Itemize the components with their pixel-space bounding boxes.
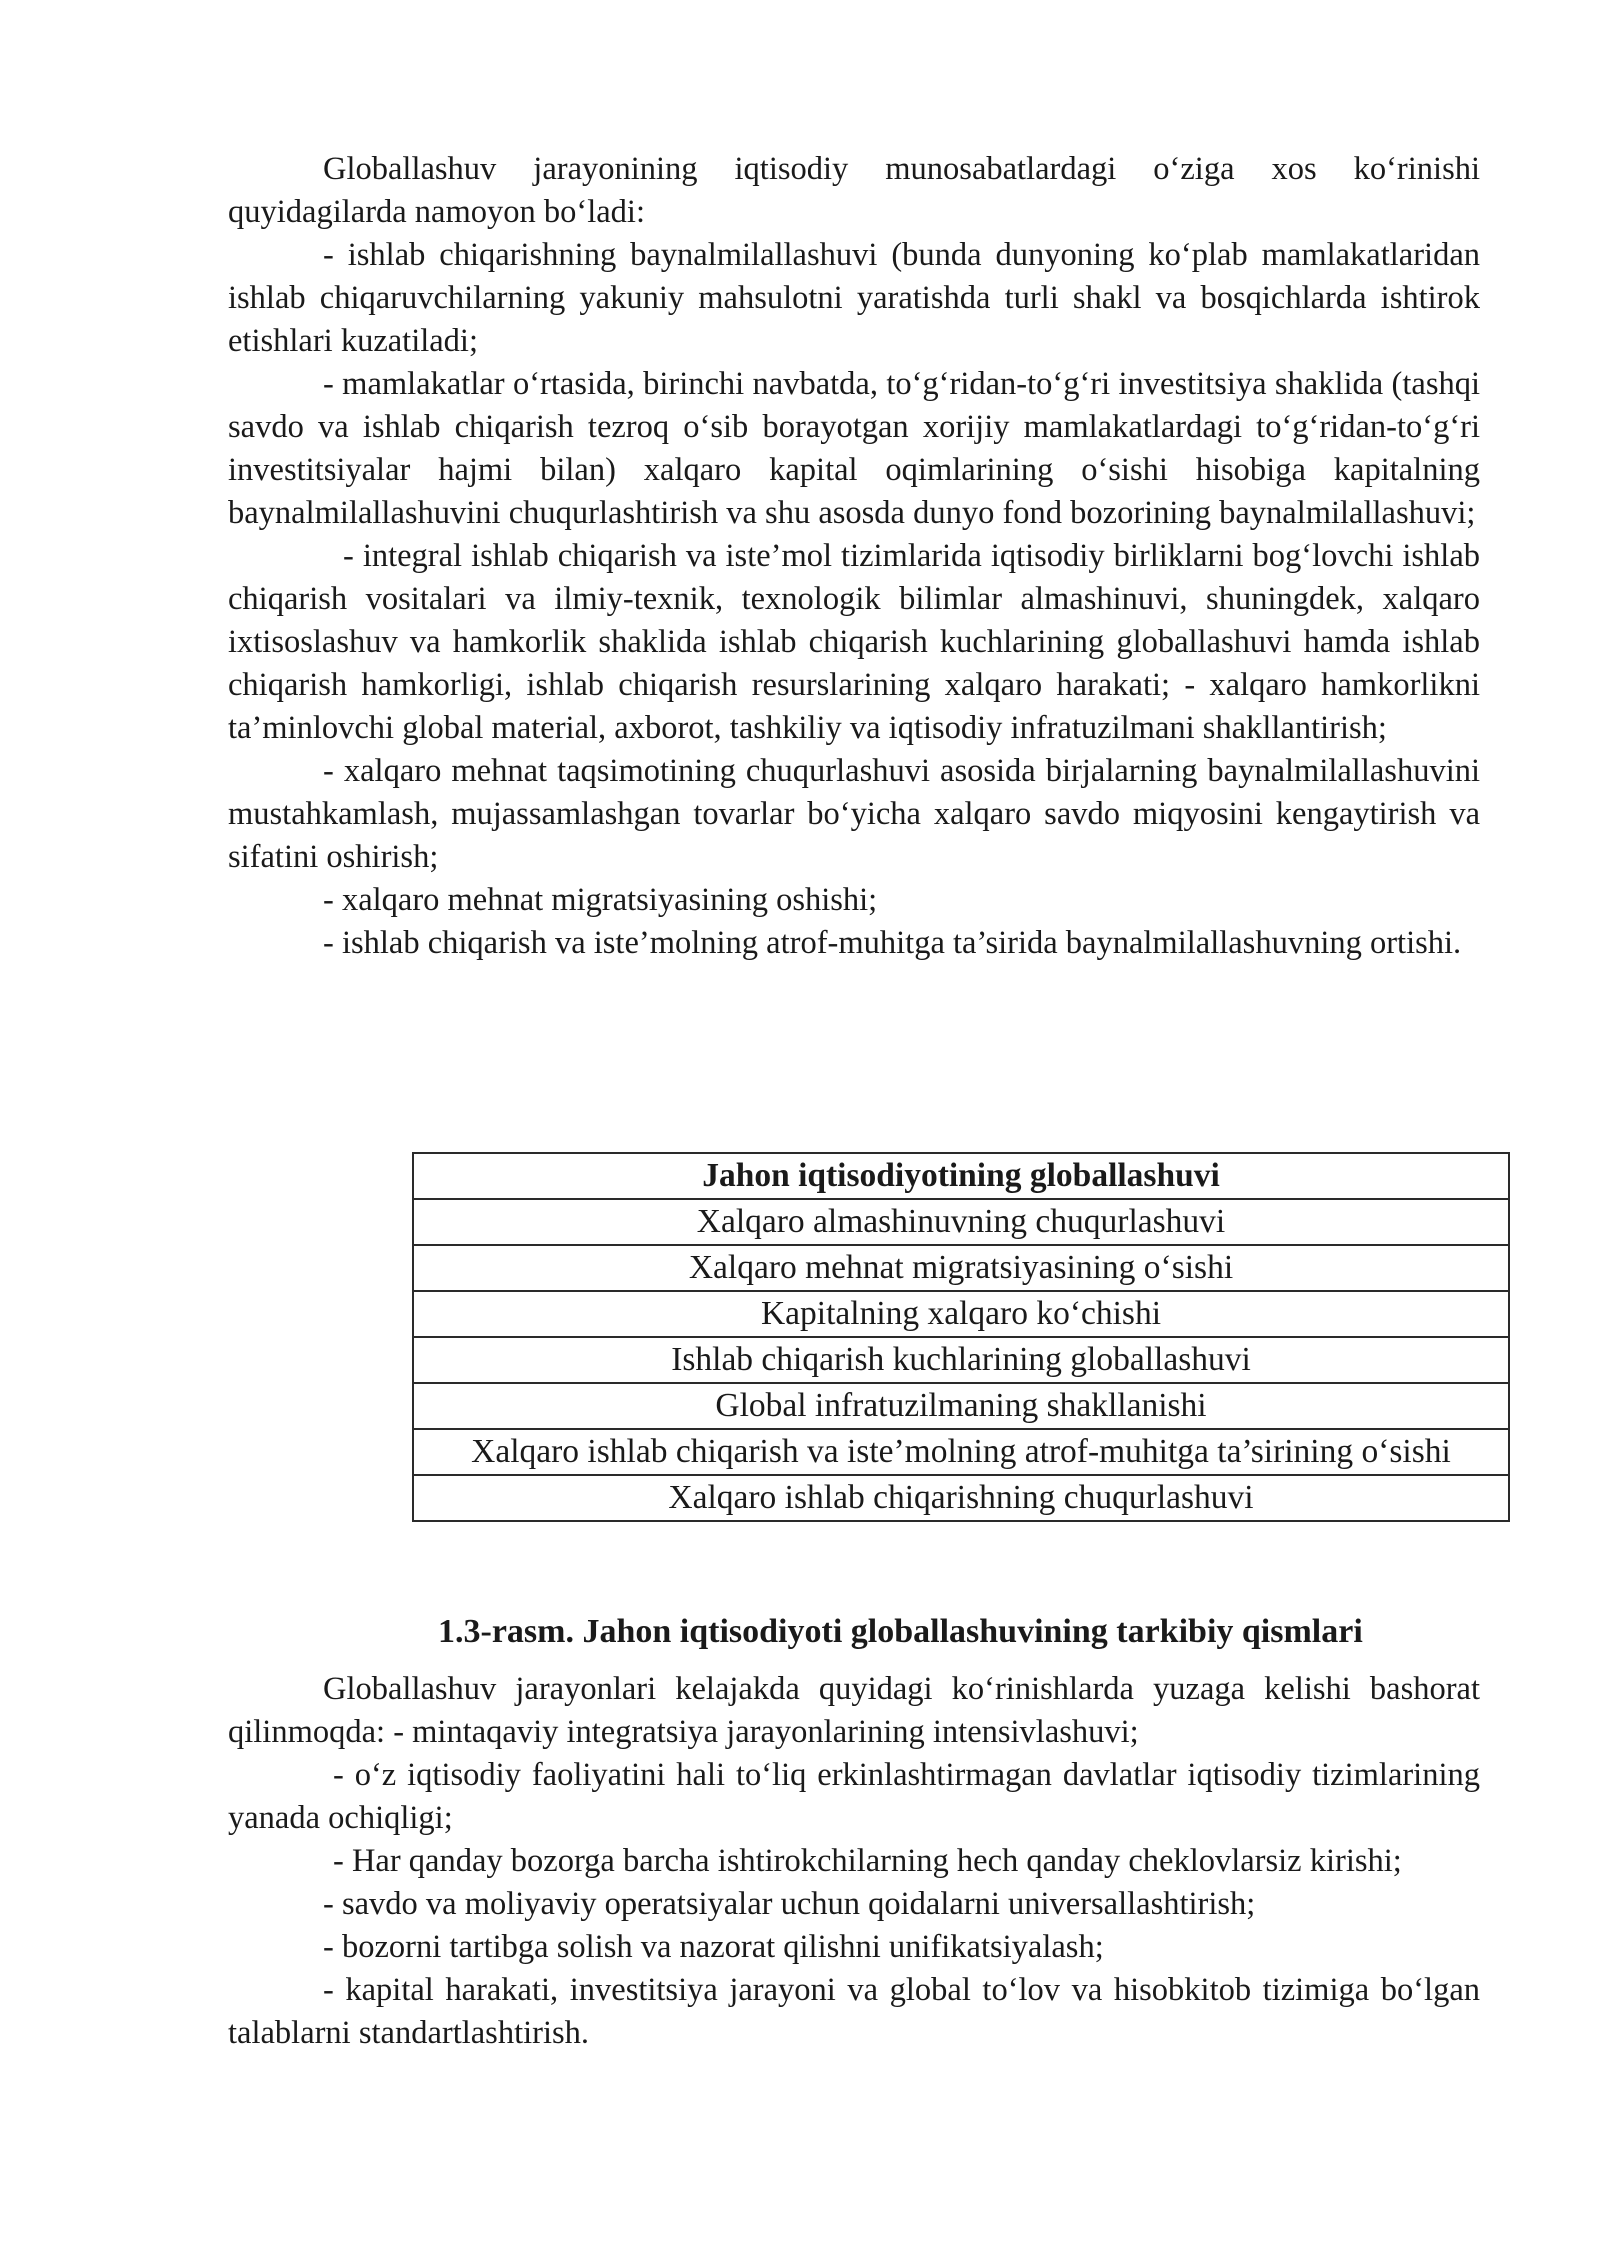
list-item-standardization: - kapital harakati, investitsiya jarayoni va global to‘lov va hisobkitob tizimiga bo‘lgan talablarni standartlashtirish. <box>228 1972 1480 2051</box>
list-item-capital-internationalization: - mamlakatlar o‘rtasida, birinchi navbatda, to‘g‘ridan-to‘g‘ri investitsiya shaklida (tashqi savdo va ishlab chiqarish tezroq o‘sib borayotgan xorijiy mamlakatlardagi to‘g‘ridan-to‘g‘ri investitsiyalar hajmi bilan) xalqaro kapital oqimlarining o‘sishi hisobiga kapitalning baynalmilallashuvini chuqurlashtirish va shu asosda dunyo fond bozorining baynalmilallashuvi; <box>228 366 1480 531</box>
list-item-labor-division: - xalqaro mehnat taqsimotining chuqurlashuvi asosida birjalarning baynalmilallashuvini mustahkamlash, mujassamlashgan tovarlar bo‘yicha xalqaro savdo miqyosini kengaytirish va sifatini oshirish; <box>228 753 1480 875</box>
diagram-row: Xalqaro mehnat migratsiyasining o‘sishi <box>413 1245 1509 1291</box>
diagram-row: Xalqaro ishlab chiqarish va iste’molning atrof-muhitga ta’sirining o‘sishi <box>413 1429 1509 1475</box>
diagram-row: Ishlab chiqarish kuchlarining globallashuvi <box>413 1337 1509 1383</box>
intro-paragraph: Globallashuv jarayonining iqtisodiy munosabatlardagi o‘ziga xos ko‘rinishi quyidagilarda namoyon bo‘ladi: <box>228 151 1480 230</box>
body-text-top <box>228 148 1480 965</box>
list-item-production-internationalization: - ishlab chiqarishning baynalmilallashuvi (bunda dunyoning ko‘plab mamlakatlaridan ishlab chiqaruvchilarning yakuniy mahsulotni yaratishda turli shakl va bosqichlarda ishtirok etishlari kuzatiladi; <box>228 237 1480 359</box>
diagram-row: Kapitalning xalqaro ko‘chishi <box>413 1291 1509 1337</box>
list-item-unification: - bozorni tartibga solish va nazorat qilishni unifikatsiyalash; <box>323 1929 1104 1965</box>
figure-caption: 1.3-rasm. Jahon iqtisodiyoti globallashuvining tarkibiy qismlari <box>438 1613 1363 1650</box>
list-item-labor-migration: - xalqaro mehnat migratsiyasining oshishi; <box>323 882 878 918</box>
diagram-row: Xalqaro ishlab chiqarishning chuqurlashuvi <box>413 1475 1509 1521</box>
figure-diagram <box>412 1152 1510 1522</box>
body-text-bottom <box>228 1668 1480 2055</box>
list-item-universalization: - savdo va moliyaviy operatsiyalar uchun qoidalarni universallashtirish; <box>323 1886 1256 1922</box>
globalization-components-table <box>412 1152 1510 1522</box>
forecast-intro-paragraph: Globallashuv jarayonlari kelajakda quyidagi ko‘rinishlarda yuzaga kelishi bashorat qilinmoqda: - mintaqaviy integratsiya jarayonlarining intensivlashuvi; <box>228 1671 1480 1750</box>
diagram-header: Jahon iqtisodiyotining globallashuvi <box>413 1153 1509 1199</box>
diagram-row: Global infratuzilmaning shakllanishi <box>413 1383 1509 1429</box>
list-item-market-access: - Har qanday bozorga barcha ishtirokchilarning hech qanday cheklovlarsiz kirishi; <box>333 1843 1402 1879</box>
list-item-environment: - ishlab chiqarish va iste’molning atrof-muhitga ta’sirida baynalmilallashuvning ortishi. <box>323 925 1462 961</box>
list-item-productive-forces: - integral ishlab chiqarish va iste’mol tizimlarida iqtisodiy birliklarni bog‘lovchi ishlab chiqarish vositalari va ilmiy-texnik, texnologik bilimlar almashinuvi, shuningdek, xalqaro ixtisoslashuv va hamkorlik shaklida ishlab chiqarish kuchlarining globallashuvi hamda ishlab chiqarish hamkorligi, ishlab chiqarish resurslarining xalqaro harakati; - xalqaro hamkorlikni ta’minlovchi global material, axborot, tashkiliy va iqtisodiy infratuzilmani shakllantirish; <box>228 538 1480 746</box>
diagram-row: Xalqaro almashinuvning chuqurlashuvi <box>413 1199 1509 1245</box>
list-item-openness: - o‘z iqtisodiy faoliyatini hali to‘liq erkinlashtirmagan davlatlar iqtisodiy tizimlarining yanada ochiqligi; <box>228 1757 1480 1836</box>
